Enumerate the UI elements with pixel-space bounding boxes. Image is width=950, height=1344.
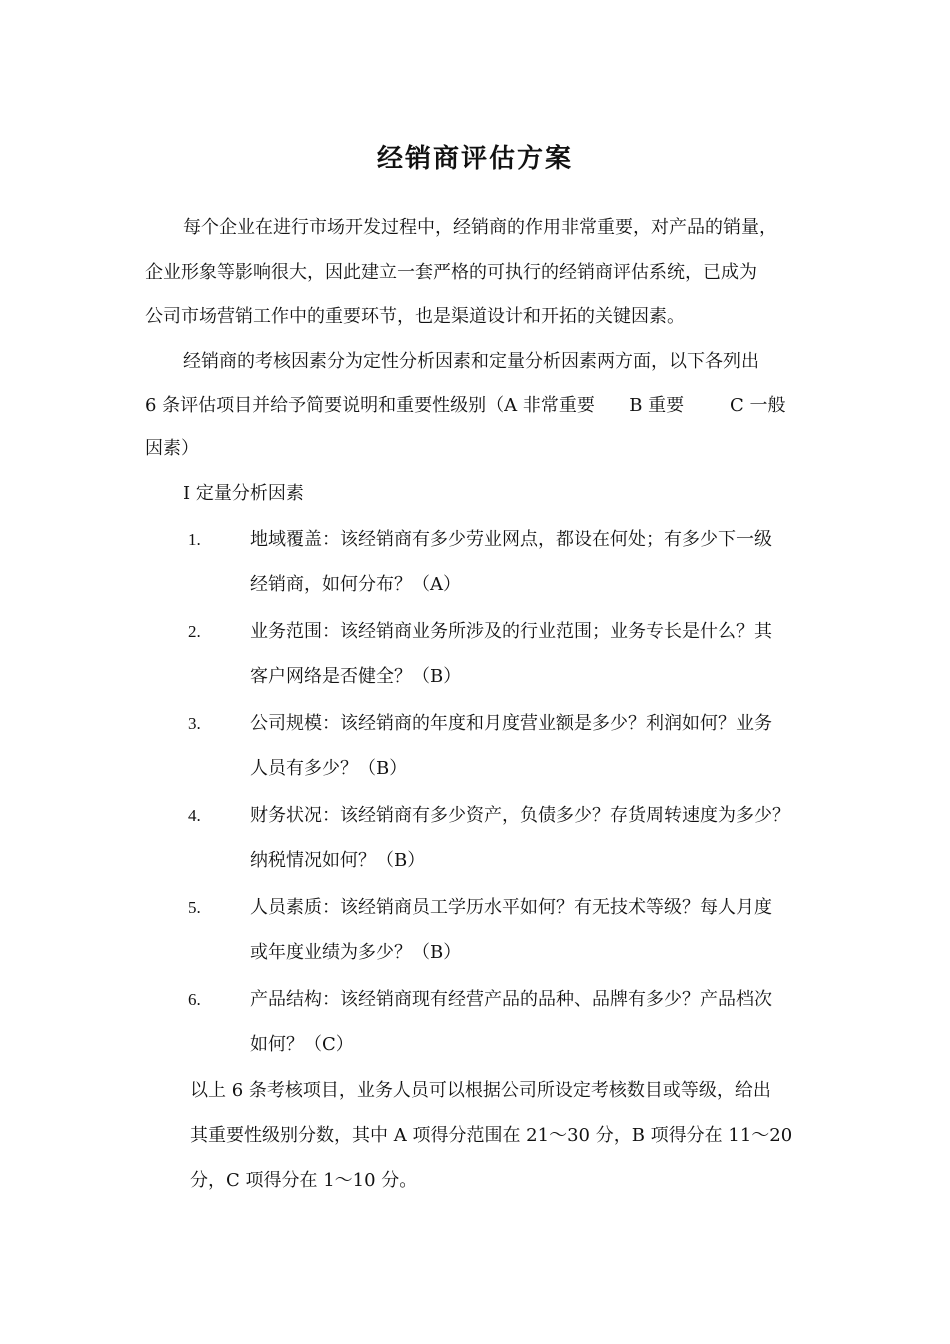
list-item-number: 4.: [188, 806, 201, 825]
intro-p1-line2: 企业形象等影响很大，因此建立一套严格的可执行的经销商评估系统，已成为: [145, 262, 757, 283]
list-item-number: 6.: [188, 990, 201, 1009]
list-item-line1: 公司规模：该经销商的年度和月度营业额是多少？利润如何？业务: [250, 713, 772, 734]
list-item-line1: 产品结构：该经销商现有经营产品的品种、品牌有多少？产品档次: [250, 989, 772, 1010]
list-item-line2: 纳税情况如何？（B）: [250, 850, 426, 871]
list-item-line1: 业务范围：该经销商业务所涉及的行业范围；业务专长是什么？其: [250, 621, 772, 642]
list-item-number: 1.: [188, 530, 201, 549]
list-item-line1: 财务状况：该经销商有多少资产，负债多少？存货周转速度为多少？: [250, 805, 790, 826]
list-item-line1: 地域覆盖：该经销商有多少劳业网点，都设在何处；有多少下一级: [250, 529, 772, 550]
intro-p1-line3: 公司市场营销工作中的重要环节，也是渠道设计和开拓的关键因素。: [145, 306, 685, 327]
summary-line2: 其重要性级别分数，其中 A 项得分范围在 21～30 分，B 项得分在 11～20: [190, 1125, 793, 1146]
document-title: 经销商评估方案: [376, 144, 573, 174]
list-item-number: 2.: [188, 622, 201, 641]
list-item-line2: 客户网络是否健全？（B）: [250, 666, 462, 687]
list-item-line2: 如何？（C）: [250, 1034, 354, 1055]
list-item-line2: 经销商，如何分布？（A）: [250, 574, 461, 595]
summary-line3: 分，C 项得分在 1～10 分。: [190, 1170, 418, 1191]
list-item-line2: 人员有多少？（B）: [250, 758, 408, 779]
list-item-number: 5.: [188, 898, 201, 917]
intro-p2-line1: 经销商的考核因素分为定性分析因素和定量分析因素两方面，以下各列出: [183, 351, 759, 372]
section-heading: I 定量分析因素: [183, 483, 304, 504]
list-item-number: 3.: [188, 714, 201, 733]
intro-p2-line2: 6 条评估项目并给予简要说明和重要性级别（A 非常重要 B 重要 C 一般: [145, 395, 786, 416]
list-item-line2: 或年度业绩为多少？（B）: [250, 942, 462, 963]
intro-p1-line1: 每个企业在进行市场开发过程中，经销商的作用非常重要，对产品的销量，: [183, 217, 777, 238]
summary-line1: 以上 6 条考核项目，业务人员可以根据公司所设定考核数目或等级，给出: [190, 1080, 771, 1101]
intro-p2-line3: 因素）: [145, 438, 199, 459]
list-item-line1: 人员素质：该经销商员工学历水平如何？有无技术等级？每人月度: [250, 897, 772, 918]
